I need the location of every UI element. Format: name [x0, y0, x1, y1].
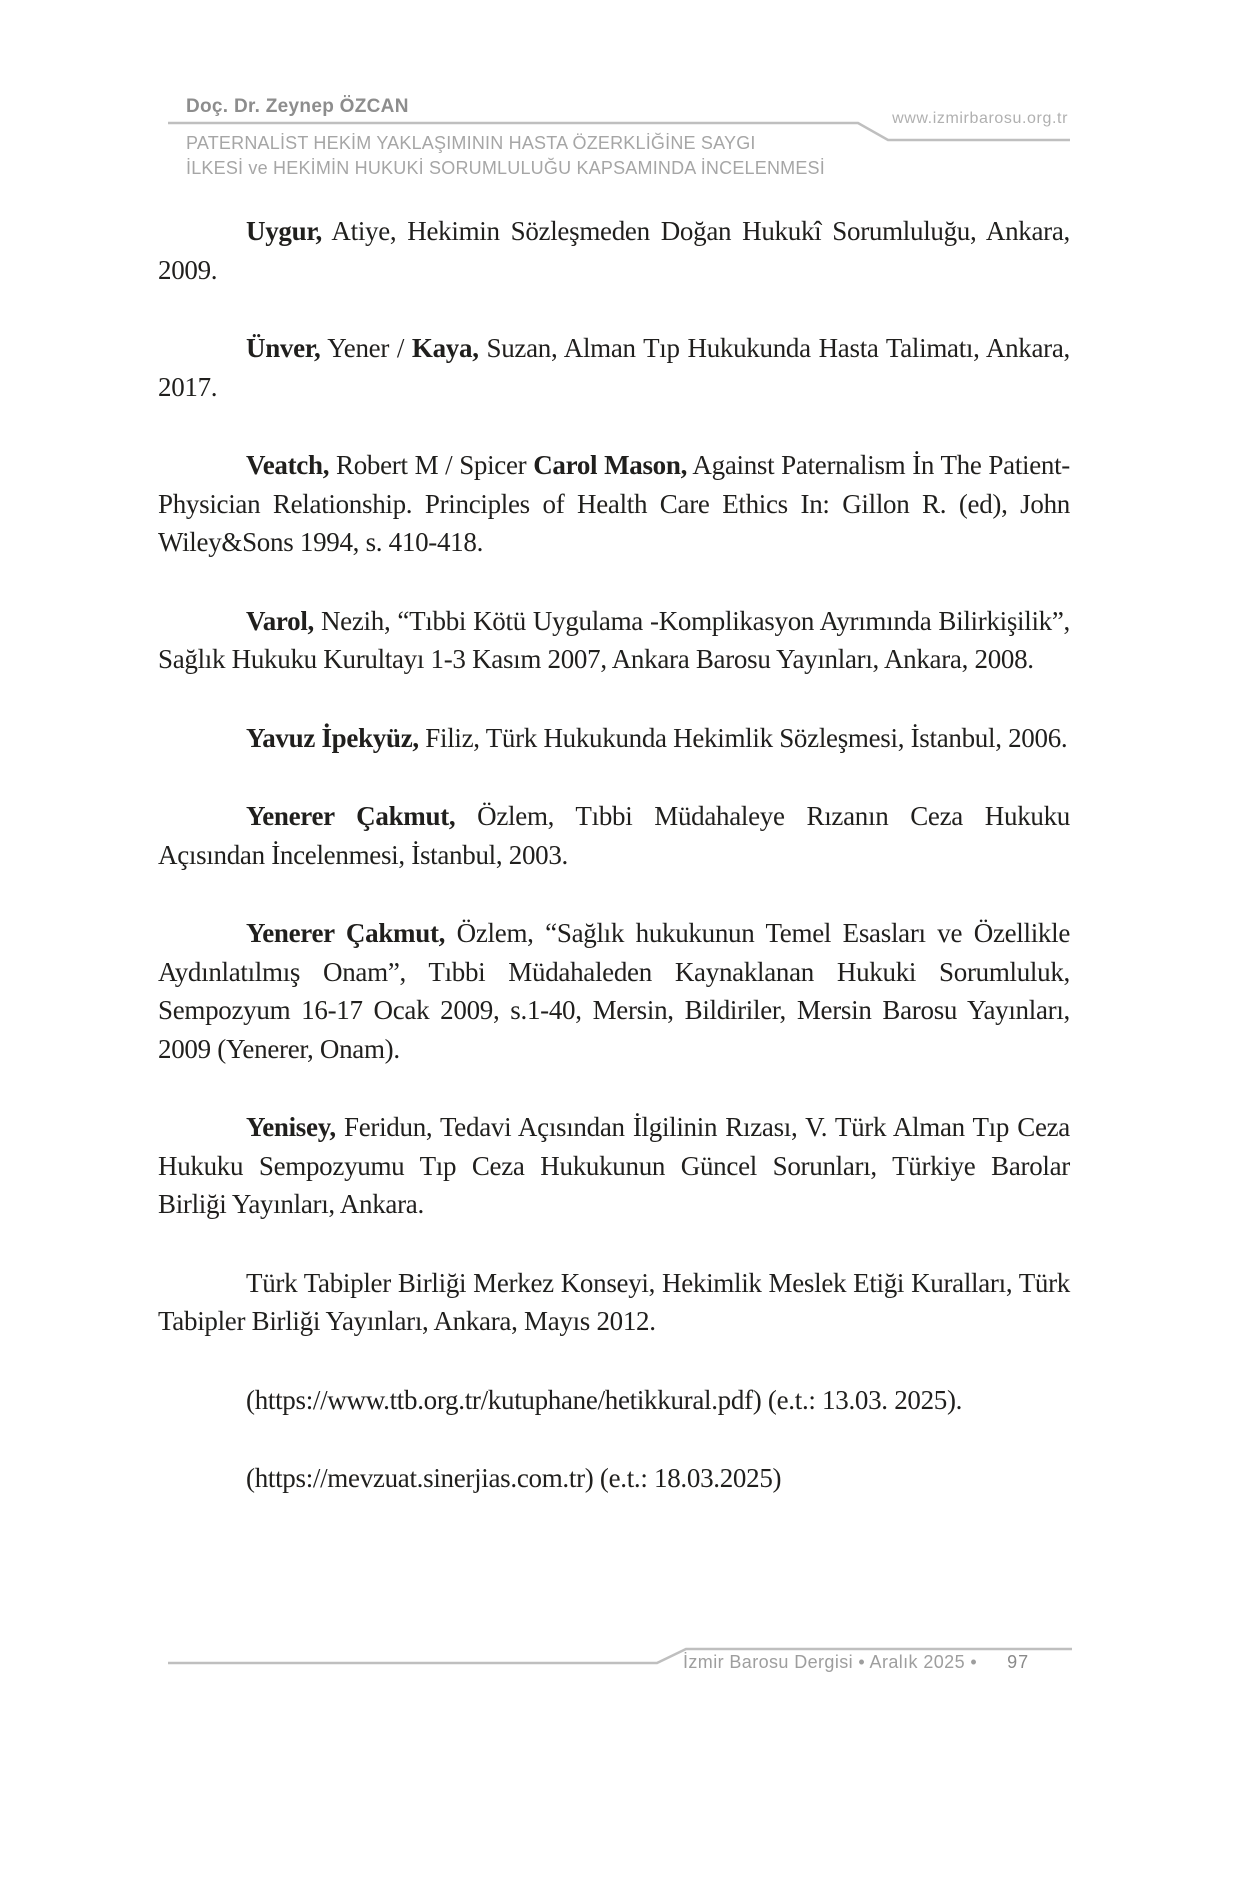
reference-author: Yenisey,	[246, 1112, 336, 1142]
reference-text: Feridun, Tedavi Açısından İlgilinin Rızası, V. Türk Alman Tıp Ceza Hukuku Sempozyumu Tıp Ceza Hukukunun Güncel Sorunları, Türkiye Barolar Birliği Yayınları, Ankara.	[158, 1112, 1070, 1219]
bibliography-list	[158, 212, 1070, 1538]
reference-entry	[158, 329, 1070, 406]
reference-entry	[158, 1264, 1070, 1341]
journal-name: İzmir Barosu Dergisi • Aralık 2025 •	[683, 1652, 978, 1672]
reference-text: (https://www.ttb.org.tr/kutuphane/hetikkural.pdf) (e.t.: 13.03. 2025).	[246, 1384, 963, 1415]
reference-text: Filiz, Türk Hukukunda Hekimlik Sözleşmesi, İstanbul, 2006.	[418, 722, 1068, 753]
reference-author: Kaya,	[411, 333, 479, 363]
reference-entry	[158, 212, 1070, 289]
reference-text: Atiye, Hekimin Sözleşmeden Doğan Hukukî Sorumluluğu, Ankara, 2009.	[158, 216, 1070, 285]
reference-author: Yavuz İpekyüz,	[246, 722, 419, 753]
reference-entry	[158, 1459, 1070, 1498]
reference-entry	[158, 1108, 1070, 1224]
reference-entry	[158, 719, 1070, 758]
reference-text: (https://mevzuat.sinerjias.com.tr) (e.t.: 18.03.2025)	[246, 1463, 782, 1493]
author-name: Doç. Dr. Zeynep ÖZCAN	[186, 96, 409, 117]
reference-text: Özlem, Tıbbi Müdahaleye Rızanın Ceza Hukuku Açısından İncelenmesi, İstanbul, 2003.	[158, 801, 1070, 870]
reference-author: Uygur,	[246, 216, 322, 246]
reference-text: Robert M / Spicer	[329, 450, 534, 480]
reference-author: Varol,	[246, 605, 314, 636]
reference-text: Yener /	[320, 333, 412, 363]
article-title-line1: PATERNALİST HEKİM YAKLAŞIMININ HASTA ÖZERKLİĞİNE SAYGI	[186, 133, 756, 153]
reference-text: Against Paternalism İn The Patient-Physician Relationship. Principles of Health Care Ethics In: Gillon R. (ed), John Wiley&Sons 1994, s. 410-418.	[158, 450, 1071, 557]
reference-text: Özlem, “Sağlık hukukunun Temel Esasları ve Özellikle Aydınlatılmış Onam”, Tıbbi Müdahaleden Kaynaklanan Hukuki Sorumluluk, Sempozyum 16-17 Ocak 2009, s.1-40, Mersin, Bildiriler, Mersin Barosu Yayınları, 2009 (Yenerer, Onam).	[158, 918, 1070, 1064]
page-number: 97	[1007, 1652, 1030, 1672]
article-title	[186, 131, 825, 181]
reference-author: Ünver,	[246, 333, 321, 363]
reference-text: Nezih, “Tıbbi Kötü Uygulama -Komplikasyon Ayrımında Bilirkişilik”, Sağlık Hukuku Kurultayı 1-3 Kasım 2007, Ankara Barosu Yayınları, Ankara, 2008.	[158, 605, 1070, 674]
reference-author: Yenerer Çakmut,	[246, 801, 456, 831]
reference-text: Türk Tabipler Birliği Merkez Konseyi, Hekimlik Meslek Etiği Kuralları, Türk Tabipler Birliği Yayınları, Ankara, Mayıs 2012.	[158, 1267, 1070, 1336]
reference-entry	[158, 914, 1070, 1068]
reference-author: Carol Mason,	[533, 450, 688, 480]
reference-author: Veatch,	[246, 450, 330, 480]
reference-entry	[158, 602, 1070, 679]
reference-entry	[158, 446, 1070, 562]
reference-entry	[158, 797, 1070, 874]
reference-text: Suzan, Alman Tıp Hukukunda Hasta Talimatı, Ankara, 2017.	[158, 333, 1070, 402]
reference-entry	[158, 1381, 1070, 1420]
article-title-line2: İLKESİ ve HEKİMİN HUKUKİ SORUMLULUĞU KAPSAMINDA İNCELENMESİ	[186, 158, 825, 178]
reference-author: Yenerer Çakmut,	[246, 918, 446, 948]
footer	[683, 1652, 1029, 1673]
website-url: www.izmirbarosu.org.tr	[892, 110, 1068, 127]
